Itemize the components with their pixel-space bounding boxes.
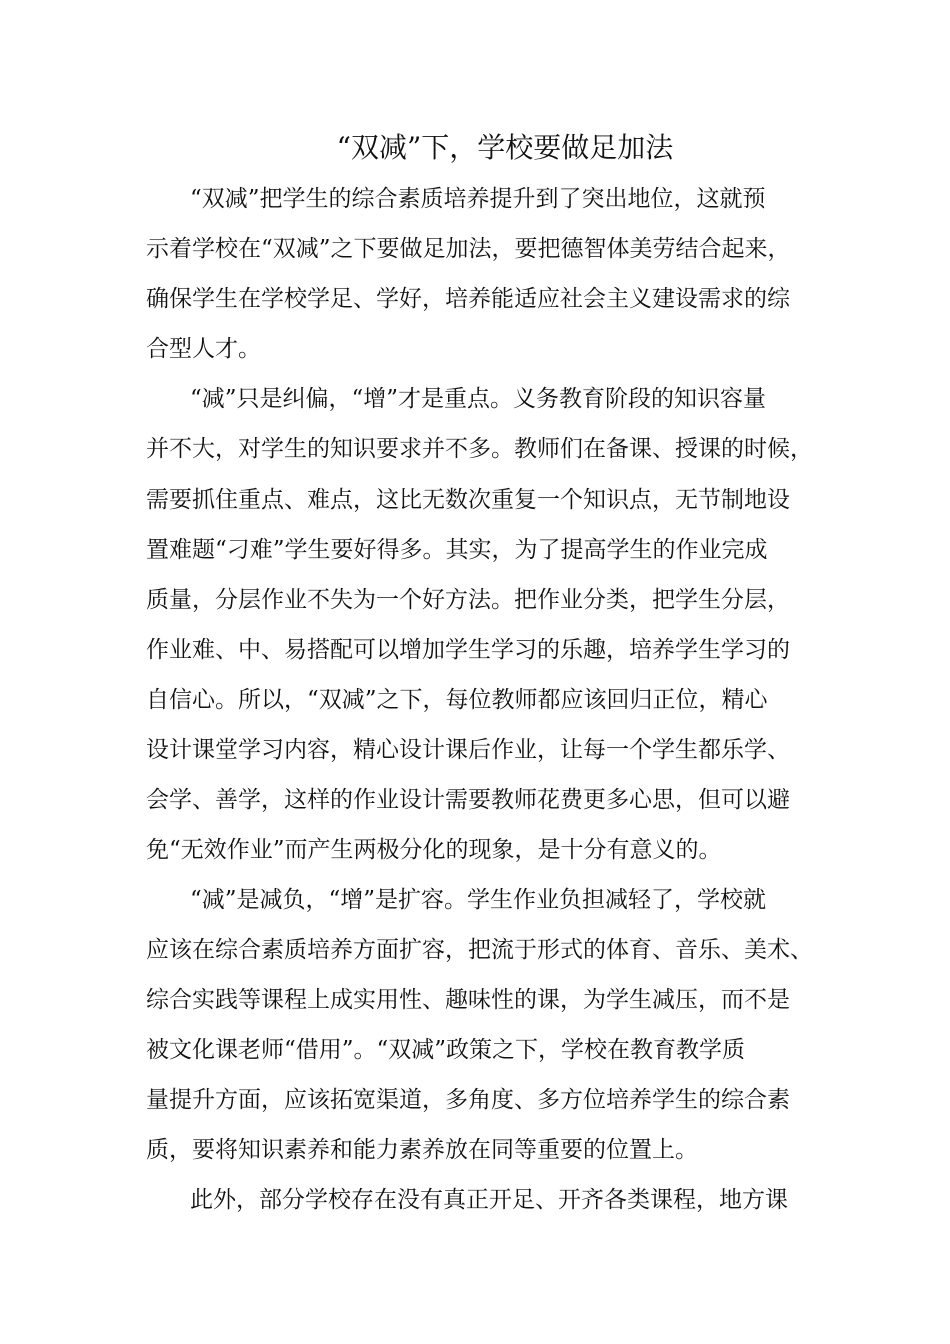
- paragraph-line: 质，要将知识素养和能力素养放在同等重要的位置上。: [146, 1137, 698, 1163]
- paragraph-line: 设计课堂学习内容，精心设计课后作业，让每一个学生都乐学、: [146, 737, 790, 763]
- paragraph-line: 此外，部分学校存在没有真正开足、开齐各类课程，地方课: [190, 1187, 788, 1213]
- paragraph-line: 自信心。所以，“双减”之下，每位教师都应该回归正位，精心: [146, 687, 768, 713]
- paragraph-line: 示着学校在“双减”之下要做足加法，要把德智体美劳结合起来，: [146, 236, 791, 262]
- paragraph-line: 被文化课老师“借用”。“双减”政策之下，学校在教育教学质: [146, 1037, 746, 1063]
- paragraph-line: 合型人才。: [146, 336, 261, 362]
- paragraph-line: 作业难、中、易搭配可以增加学生学习的乐趣，培养学生学习的: [146, 637, 790, 663]
- paragraph-line: 量提升方面，应该拓宽渠道，多角度、多方位培养学生的综合素: [146, 1087, 790, 1113]
- paragraph-line: 并不大，对学生的知识要求并不多。教师们在备课、授课的时候，: [146, 436, 813, 462]
- paragraph-line: 综合实践等课程上成实用性、趣味性的课，为学生减压，而不是: [146, 987, 790, 1013]
- paragraph-line: 确保学生在学校学足、学好，培养能适应社会主义建设需求的综: [146, 286, 790, 312]
- paragraph-line: “减”是减负，“增”是扩容。学生作业负担减轻了，学校就: [190, 887, 767, 913]
- paragraph-line: 质量，分层作业不失为一个好方法。把作业分类，把学生分层，: [146, 587, 790, 613]
- paragraph-line: “双减”把学生的综合素质培养提升到了突出地位，这就预: [190, 186, 766, 212]
- paragraph-line: “减”只是纠偏，“增”才是重点。义务教育阶段的知识容量: [190, 386, 767, 412]
- document-title: “双减”下，学校要做足加法: [336, 131, 674, 164]
- paragraph-line: 置难题“刁难”学生要好得多。其实，为了提高学生的作业完成: [146, 537, 768, 563]
- paragraph-line: 免“无效作业”而产生两极分化的现象，是十分有意义的。: [146, 837, 722, 863]
- paragraph-line: 需要抓住重点、难点，这比无数次重复一个知识点，无节制地设: [146, 487, 790, 513]
- paragraph-line: 会学、善学，这样的作业设计需要教师花费更多心思，但可以避: [146, 787, 790, 813]
- paragraph-line: 应该在综合素质培养方面扩容，把流于形式的体育、音乐、美术、: [146, 937, 813, 963]
